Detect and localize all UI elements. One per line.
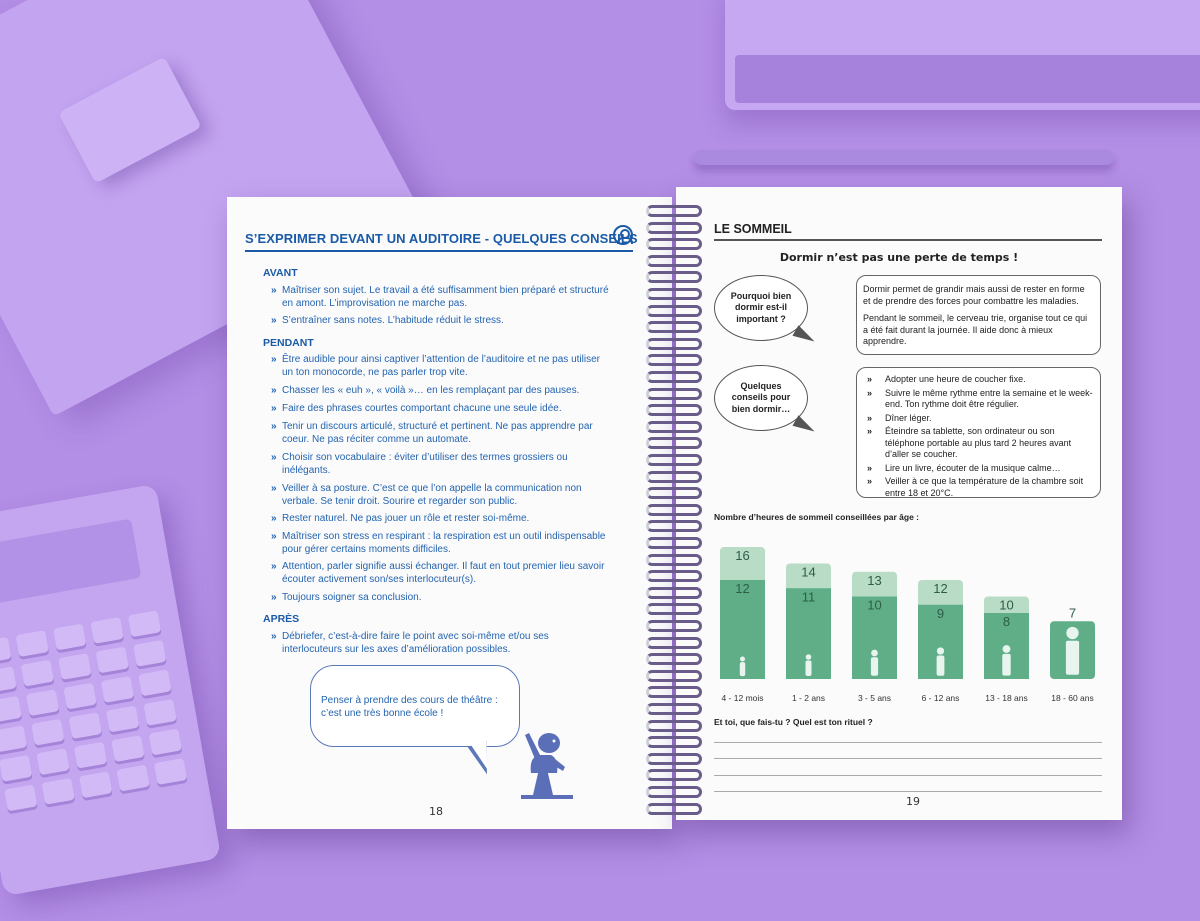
page-number: 18 (429, 805, 443, 818)
category-label: 6 - 12 ans (921, 693, 960, 703)
folder-slot (735, 55, 1200, 103)
calculator-keys (0, 610, 187, 811)
baby-icon (740, 656, 745, 676)
calculator-key (90, 617, 123, 644)
calculator-key (4, 784, 37, 811)
list-item: » Maîtriser son stress en respirant : la respiration est un outil indispensable pour gérer certains moments difficiles. (271, 531, 606, 555)
info-box-tips (856, 367, 1101, 498)
calculator-key (101, 676, 134, 703)
spiral-ring (646, 537, 702, 549)
data-label-min: 8 (1002, 614, 1011, 629)
category-label: 4 - 12 mois (721, 693, 764, 703)
speech-bubble-text: Penser à prendre des cours de théâtre : c’est une très bonne école ! (321, 695, 498, 719)
spiral-ring (646, 205, 702, 217)
left-page-title: S’EXPRIMER DEVANT UN AUDITOIRE - QUELQUES CONSEILS (245, 231, 638, 246)
spiral-ring (646, 321, 702, 333)
calculator-key (42, 778, 75, 805)
list-item: » Attention, parler signifie aussi échanger. Il faut en tout premier lieu savoir écouter activement son/ses interlocuteur(s). (271, 561, 605, 585)
calculator-key (16, 630, 49, 657)
category-label: 1 - 2 ans (791, 693, 826, 703)
calculator-screen (0, 519, 141, 608)
calculator-key (149, 729, 182, 756)
calculator-key (21, 660, 54, 687)
page-number: 19 (906, 795, 920, 808)
calculator-key (0, 666, 17, 693)
calculator-key (0, 637, 11, 664)
tip-item: » Éteindre sa tablette, son ordinateur ou son téléphone portable au plus tard 2 heures avant d’aller se coucher. (867, 426, 1072, 459)
title-rule (714, 239, 1102, 241)
spiral-ring (646, 653, 702, 665)
spiral-ring (646, 338, 702, 350)
data-label-min: 7 (1068, 605, 1077, 621)
spiral-ring (646, 587, 702, 599)
spiral-ring (646, 238, 702, 250)
data-label-min: 10 (867, 597, 882, 613)
spiral-ring (646, 570, 702, 582)
spiral-ring (646, 554, 702, 566)
calculator (0, 484, 221, 896)
spiral-ring (646, 222, 702, 234)
calculator-key (116, 765, 149, 792)
spiral-ring (646, 504, 702, 516)
tip-item: » Lire un livre, écouter de la musique calme… (867, 462, 1061, 473)
info-box-why: Dormir permet de grandir mais aussi de rester en forme et de prendre des forces pour combattre les maladies. Pendant le sommeil, le cerveau trie, organise tout ce qui a été fait durant la journée. Il aide donc à mieux apprendre. (856, 275, 1101, 355)
tip-item: » Adopter une heure de coucher fixe. (867, 374, 1026, 384)
left-page (227, 197, 672, 829)
calculator-key (143, 699, 176, 726)
writing-line (714, 775, 1102, 776)
child-balloon-icon (871, 650, 878, 676)
spiral-binding (640, 205, 710, 820)
section-heading-apres: APRÈS (263, 613, 300, 625)
tip-item: » Dîner léger. (867, 412, 932, 423)
chart-title: Nombre d’heures de sommeil conseillées par âge : (714, 512, 920, 522)
spiral-ring (646, 703, 702, 715)
data-label-max: 10 (999, 597, 1014, 613)
spiral-ring (646, 305, 702, 317)
thought-bubble-why: Pourquoi bien dormir est-il important ? (714, 275, 808, 341)
spiral-ring (646, 520, 702, 532)
calculator-key (58, 653, 91, 680)
tip-item: » Veiller à ce que la température de la chambre soit entre 18 et 20°C. (867, 476, 1084, 498)
list-item: » Rester naturel. Ne pas jouer un rôle et rester soi-même. (271, 513, 530, 524)
list-item: » Veiller à sa posture. C’est ce que l’on appelle la communication non verbale. Se tenir droit. Sourire et regarder son public. (271, 483, 582, 507)
calculator-key (63, 683, 96, 710)
data-label-min: 11 (801, 589, 816, 605)
spiral-ring (646, 271, 702, 283)
data-label-max: 12 (933, 581, 948, 596)
calculator-key (106, 706, 139, 733)
calculator-key (0, 696, 22, 723)
spiral-ring (646, 753, 702, 765)
question-text: Et toi, que fais-tu ? Quel est ton rituel ? (714, 717, 873, 727)
spiral-ring (646, 371, 702, 383)
spiral-ring (646, 670, 702, 682)
section-heading-pendant: PENDANT (263, 337, 314, 349)
calculator-key (154, 758, 187, 785)
data-label-max: 13 (867, 572, 882, 588)
user-circle-icon (613, 225, 633, 245)
data-label-min: 12 (735, 581, 750, 596)
right-page-subtitle: Dormir n’est pas une perte de temps ! (779, 251, 1019, 264)
calculator-key (36, 748, 69, 775)
calculator-key (111, 735, 144, 762)
list-item: » Tenir un discours articulé, structuré et pertinent. Ne pas apprendre par coeur. Ne pas réciter comme un automate. (271, 421, 593, 445)
speech-bubble (310, 665, 520, 747)
list-item: » Chasser les « euh », « voilà »… en les remplaçant par des pauses. (271, 385, 580, 396)
spiral-ring (646, 620, 702, 632)
title-rule (245, 250, 633, 252)
spiral-ring (646, 354, 702, 366)
tip-item: » Suivre le même rythme entre la semaine et le week-end. Ton rythme doit être régulier. (867, 387, 1093, 409)
calculator-key (53, 624, 86, 651)
tips-list (863, 374, 1094, 499)
spiral-ring (646, 471, 702, 483)
sleep-hours-chart (714, 529, 1104, 709)
spiral-ring (646, 454, 702, 466)
spiral-ring (646, 603, 702, 615)
spiral-ring (646, 720, 702, 732)
spiral-ring (646, 437, 702, 449)
spiral-ring (646, 255, 702, 267)
calculator-key (96, 647, 129, 674)
spiral-ring (646, 388, 702, 400)
calculator-key (79, 771, 112, 798)
spiral-ring (646, 803, 702, 815)
calculator-key (133, 640, 166, 667)
spiral-ring (646, 421, 702, 433)
list-item: » Faire des phrases courtes comportant chacune une seule idée. (271, 403, 562, 414)
right-page (676, 187, 1122, 820)
writing-line (714, 791, 1102, 792)
adult-icon (1066, 627, 1079, 675)
calculator-key (0, 755, 32, 782)
data-label-max: 16 (735, 548, 750, 563)
calculator-key (0, 725, 27, 752)
writing-line (714, 758, 1102, 759)
right-page-title: LE SOMMEIL (714, 222, 792, 236)
list-item: » Débriefer, c’est-à-dire faire le point avec soi-même et/ou ses interlocuteurs sur les axes d’amélioration possibles. (271, 631, 549, 655)
spiral-ring (646, 637, 702, 649)
spiral-ring (646, 487, 702, 499)
pen (694, 150, 1114, 165)
calculator-key (128, 610, 161, 637)
teen-headphones-icon (1002, 645, 1010, 676)
calculator-key (69, 712, 102, 739)
list-item: » Toujours soigner sa conclusion. (271, 592, 422, 603)
cheering-figure-icon (519, 729, 577, 801)
section-heading-avant: AVANT (263, 267, 298, 279)
toddler-icon (806, 654, 812, 676)
spiral-ring (646, 786, 702, 798)
data-label-max: 14 (801, 564, 816, 580)
list-item: » Maîtriser son sujet. Le travail a été suffisamment bien préparé et structuré en amont. L’improvisation ne marche pas. (271, 285, 609, 309)
schoolchild-icon (937, 647, 945, 675)
writing-line (714, 742, 1102, 743)
spiral-ring (646, 686, 702, 698)
thought-bubble-tail (792, 325, 817, 346)
category-label: 18 - 60 ans (1051, 693, 1094, 703)
thought-bubble-tail (792, 415, 817, 436)
data-label-min: 9 (936, 605, 945, 621)
calculator-key (74, 742, 107, 769)
category-label: 3 - 5 ans (857, 693, 892, 703)
thought-bubble-tips: Quelques conseils pour bien dormir… (714, 365, 808, 431)
list-item: » S’entraîner sans notes. L’habitude réduit le stress. (271, 315, 504, 326)
list-item: » Être audible pour ainsi captiver l’attention de l’auditoire et ne pas utiliser un ton monocorde, ne pas parler trop vite. (271, 354, 600, 378)
spiral-ring (646, 404, 702, 416)
calculator-key (26, 689, 59, 716)
list-item: » Choisir son vocabulaire : éviter d’utiliser des termes grossiers ou inélégants. (271, 452, 568, 476)
category-label: 13 - 18 ans (985, 693, 1028, 703)
calculator-key (138, 669, 171, 696)
calculator-key (31, 719, 64, 746)
spiral-ring (646, 736, 702, 748)
spiral-ring (646, 288, 702, 300)
spiral-ring (646, 769, 702, 781)
